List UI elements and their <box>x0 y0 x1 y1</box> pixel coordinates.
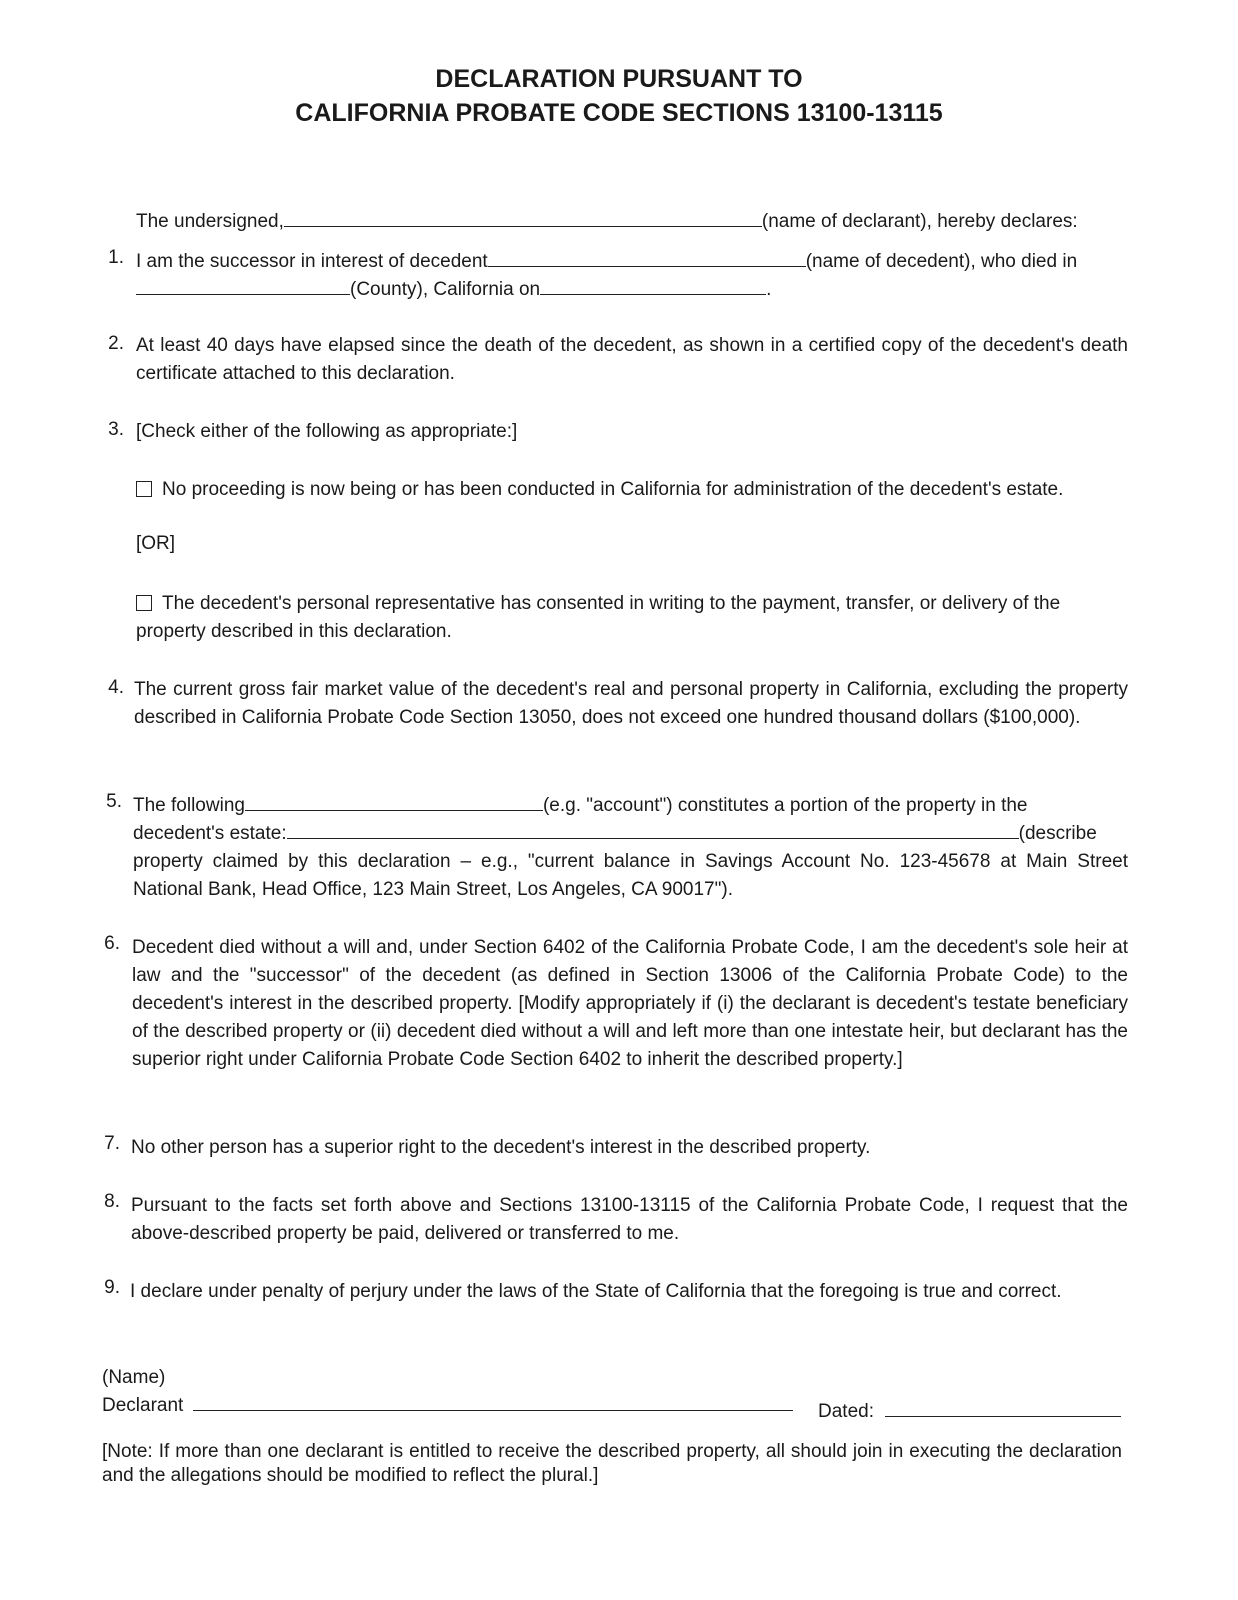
item-5-text-a: The following <box>133 795 245 816</box>
item-3-option-2-text: The decedent's personal representative has consented in writing to the payment, transfer, or delivery of the property described in this declaration. <box>136 593 1061 642</box>
date-of-death-field[interactable] <box>540 274 766 295</box>
item-3-option-1 <box>136 476 1063 504</box>
item-3-option-2 <box>136 590 1106 646</box>
item-1-text-c: (County), California on <box>350 279 541 300</box>
property-description-field[interactable] <box>287 818 1019 839</box>
item-8-number: 8. <box>104 1191 120 1212</box>
title-line-2: CALIFORNIA PROBATE CODE SECTIONS 13100-13115 <box>295 99 943 127</box>
intro-suffix: (name of declarant), hereby declares: <box>761 211 1078 232</box>
item-7-number: 7. <box>104 1133 120 1154</box>
intro-line <box>136 206 1078 236</box>
item-1-line-1 <box>136 246 1077 276</box>
dated-label: Dated: <box>818 1401 874 1422</box>
declarant-name-field[interactable] <box>284 206 762 227</box>
item-5-text-d: (describe <box>1018 823 1097 844</box>
declarant-signature-field[interactable] <box>193 1390 793 1411</box>
item-1-number: 1. <box>108 247 124 268</box>
item-1-line-2 <box>136 274 771 304</box>
item-3-text: [Check either of the following as appropriate:] <box>136 421 518 442</box>
item-3-option-1-text: No proceeding is now being or has been conducted in California for administration of the decedent's estate. <box>162 479 1064 500</box>
representative-consented-checkbox[interactable] <box>136 595 152 611</box>
declarant-line <box>102 1390 793 1420</box>
item-5-line-2 <box>133 818 1097 848</box>
item-4-number: 4. <box>108 677 124 698</box>
item-1-text-d: . <box>766 279 772 300</box>
name-label: (Name) <box>102 1367 166 1388</box>
item-9-number: 9. <box>104 1277 120 1298</box>
item-5-text-b: (e.g. "account") constitutes a portion of the property in the <box>542 795 1028 816</box>
item-3-number: 3. <box>108 419 124 440</box>
dated-field[interactable] <box>885 1396 1121 1417</box>
item-1-text-b: (name of decedent), who died in <box>805 251 1078 272</box>
property-type-field[interactable] <box>245 790 543 811</box>
item-2-number: 2. <box>108 333 124 354</box>
item-6-number: 6. <box>104 933 120 954</box>
item-5-text-c: decedent's estate: <box>133 823 287 844</box>
item-6-text: Decedent died without a will and, under Section 6402 of the California Probate Code, I am the decedent's sole heir at law and the "successor" of the decedent (as defined in Section 13006 of the California Probate Code) to the decedent's interest in the described property. [Modify appropriately if (i) the declarant is decedent's testate beneficiary of the described property or (ii) decedent died without a will and left more than one intestate heir, but declarant has the superior right under California Probate Code Section 6402 to inherit the described property.] <box>132 937 1128 1070</box>
item-2-text: At least 40 days have elapsed since the death of the decedent, as shown in a certified copy of the decedent's death certificate attached to this declaration. <box>136 335 1128 384</box>
declarant-label: Declarant <box>102 1395 184 1416</box>
note-text: [Note: If more than one declarant is entitled to receive the described property, all should join in executing the declaration and the allegations should be modified to reflect the plural.] <box>102 1441 1122 1486</box>
item-8-text: Pursuant to the facts set forth above and Sections 13100-13115 of the California Probate Code, I request that the above-described property be paid, delivered or transferred to me. <box>131 1195 1128 1244</box>
item-5-line-1 <box>133 790 1028 820</box>
item-3-or: [OR] <box>136 533 176 554</box>
document-title <box>0 62 1238 130</box>
item-1-text-a: I am the successor in interest of decedent <box>136 251 488 272</box>
item-4-text: The current gross fair market value of the decedent's real and personal property in California, excluding the property described in California Probate Code Section 13050, does not exceed one hundred thousand dollars ($100,000). <box>134 679 1128 728</box>
item-9-text: I declare under penalty of perjury under the laws of the State of California that the foregoing is true and correct. <box>130 1281 1062 1302</box>
intro-prefix: The undersigned, <box>136 211 284 232</box>
title-line-1: DECLARATION PURSUANT TO <box>435 65 803 93</box>
decedent-name-field[interactable] <box>488 246 806 267</box>
item-7-text: No other person has a superior right to the decedent's interest in the described property. <box>131 1137 871 1158</box>
item-5-number: 5. <box>106 791 122 812</box>
no-proceeding-checkbox[interactable] <box>136 481 152 497</box>
dated-line <box>818 1396 1121 1426</box>
county-field[interactable] <box>136 274 350 295</box>
item-5-text-e: property claimed by this declaration – e.g., "current balance in Savings Account No. 123-45678 at Main Street National Bank, Head Office, 123 Main Street, Los Angeles, CA 90017"). <box>133 851 1128 900</box>
